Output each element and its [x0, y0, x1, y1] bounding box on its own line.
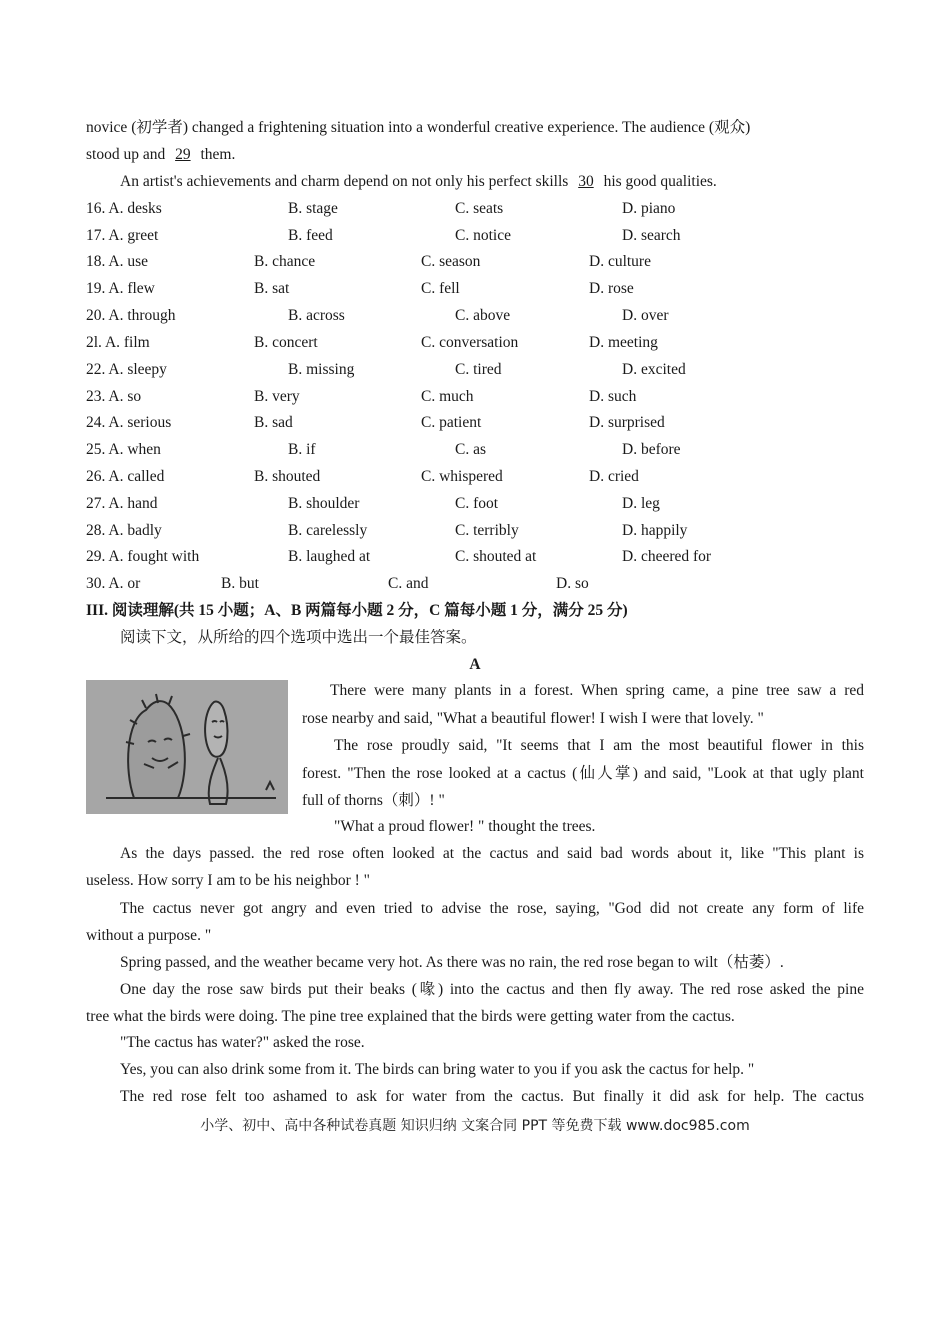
option-a: 26. A. called	[86, 468, 165, 485]
passage-p2-line3: full of thorns（刺）! "	[302, 792, 445, 809]
option-a: 29. A. fought with	[86, 548, 200, 565]
passage-p4-line2: useless. How sorry I am to be his neighbor ! "	[86, 872, 370, 889]
option-d: D. rose	[589, 280, 634, 297]
option-c: C. and	[388, 575, 429, 592]
passage-p6: Spring passed, and the weather became very hot. As there was no rain, the red rose began to wilt（枯萎）.	[120, 954, 784, 971]
option-c: C. whispered	[421, 468, 503, 485]
option-b: B. concert	[254, 334, 318, 351]
option-a: 20. A. through	[86, 307, 176, 324]
passage-p7-line1: One day the rose saw birds put their beaks (喙) into the cactus and then fly away. The red rose asked the pine	[120, 981, 864, 998]
intro-line-2	[86, 145, 235, 165]
option-d: D. culture	[589, 253, 651, 270]
option-d: D. surprised	[589, 414, 665, 431]
option-a: 17. A. greet	[86, 227, 159, 244]
blank-29: 29	[175, 146, 191, 163]
passage-p10-line1: The red rose felt too ashamed to ask for water from the cactus. But finally it did ask for help. The cactus	[120, 1088, 864, 1105]
option-b: B. laughed at	[288, 548, 371, 565]
passage-p5-line2: without a purpose. "	[86, 927, 212, 944]
option-b: B. carelessly	[288, 522, 368, 539]
option-c: C. shouted at	[455, 548, 537, 565]
option-d: D. happily	[622, 522, 688, 539]
option-a: 24. A. serious	[86, 414, 172, 431]
option-a: 19. A. flew	[86, 280, 155, 297]
option-c: C. foot	[455, 495, 499, 512]
option-c: C. seats	[455, 200, 504, 217]
option-c: C. patient	[421, 414, 482, 431]
option-d: D. so	[556, 575, 589, 592]
passage-p3: "What a proud flower! " thought the trees.	[334, 818, 596, 835]
passage-p4-line1: As the days passed. the red rose often looked at the cactus and said bad words about it, like "This plant is	[120, 845, 864, 862]
option-b: B. chance	[254, 253, 316, 270]
section-heading: III. 阅读理解(共 15 小题；A、B 两篇每小题 2 分，C 篇每小题 1 分，满分 25 分)	[86, 602, 628, 619]
option-d: D. piano	[622, 200, 676, 217]
option-b: B. across	[288, 307, 345, 324]
option-d: D. leg	[622, 495, 660, 512]
option-d: D. cheered for	[622, 548, 712, 565]
option-c: C. conversation	[421, 334, 519, 351]
passage-label: A	[469, 656, 481, 673]
option-c: C. as	[455, 441, 486, 458]
option-d: D. meeting	[589, 334, 658, 351]
page-footer: 小学、初中、高中各种试卷真题 知识归纳 文案合同 PPT 等免费下载 www.doc985.com	[200, 1118, 750, 1134]
option-b: B. shouted	[254, 468, 321, 485]
option-a: 30. A. or	[86, 575, 141, 592]
option-b: B. if	[288, 441, 316, 458]
option-d: D. excited	[622, 361, 686, 378]
option-b: B. stage	[288, 200, 338, 217]
intro-line-2-end: them.	[200, 146, 236, 163]
section-instruction: 阅读下文，从所给的四个选项中选出一个最佳答案。	[120, 629, 477, 646]
option-c: C. much	[421, 388, 474, 405]
intro-line-3	[120, 172, 717, 192]
option-d: D. before	[622, 441, 681, 458]
passage-p7-line2: tree what the birds were doing. The pine tree explained that the birds were getting water from the cactus.	[86, 1008, 735, 1025]
passage-p5-line1: The cactus never got angry and even tried to advise the rose, saying, "God did not create any form of life	[120, 900, 864, 917]
cactus-rose-illustration	[86, 680, 288, 814]
intro-line-1: novice (初学者) changed a frightening situation into a wonderful creative experience. The audience (观众)	[86, 119, 751, 136]
option-a: 25. A. when	[86, 441, 161, 458]
option-c: C. tired	[455, 361, 502, 378]
passage-p1-line2: rose nearby and said, "What a beautiful flower! I wish I were that lovely. "	[302, 710, 764, 727]
intro-line-2-text: stood up and	[86, 146, 166, 163]
option-b: B. sad	[254, 414, 293, 431]
option-c: C. fell	[421, 280, 460, 297]
option-b: B. shoulder	[288, 495, 360, 512]
intro-line-3-text: An artist's achievements and charm depend on not only his perfect skills	[120, 173, 569, 190]
option-c: C. terribly	[455, 522, 519, 539]
option-a: 18. A. use	[86, 253, 148, 270]
option-c: C. notice	[455, 227, 511, 244]
option-b: B. feed	[288, 227, 333, 244]
passage-p9: Yes, you can also drink some from it. The birds can bring water to you if you ask the cactus for help. "	[120, 1061, 755, 1078]
option-d: D. over	[622, 307, 669, 324]
cactus-rose-drawing	[86, 680, 288, 814]
option-b: B. missing	[288, 361, 355, 378]
intro-line-3-end: his good qualities.	[603, 173, 717, 190]
option-a: 16. A. desks	[86, 200, 162, 217]
option-a: 22. A. sleepy	[86, 361, 167, 378]
option-d: D. cried	[589, 468, 639, 485]
option-c: C. season	[421, 253, 481, 270]
option-a: 23. A. so	[86, 388, 142, 405]
passage-p8: "The cactus has water?" asked the rose.	[120, 1034, 365, 1051]
option-b: B. but	[221, 575, 259, 592]
option-d: D. such	[589, 388, 637, 405]
option-b: B. very	[254, 388, 300, 405]
option-a: 2l. A. film	[86, 334, 150, 351]
option-a: 27. A. hand	[86, 495, 158, 512]
option-b: B. sat	[254, 280, 290, 297]
passage-p1-line1: There were many plants in a forest. When spring came, a pine tree saw a red	[330, 682, 864, 699]
option-d: D. search	[622, 227, 681, 244]
passage-p2-line1: The rose proudly said, "It seems that I am the most beautiful flower in this	[334, 737, 864, 754]
option-c: C. above	[455, 307, 511, 324]
blank-30: 30	[578, 173, 594, 190]
option-a: 28. A. badly	[86, 522, 162, 539]
passage-p2-line2: forest. "Then the rose looked at a cactus (仙人掌) and said, "Look at that ugly plant	[302, 765, 864, 782]
